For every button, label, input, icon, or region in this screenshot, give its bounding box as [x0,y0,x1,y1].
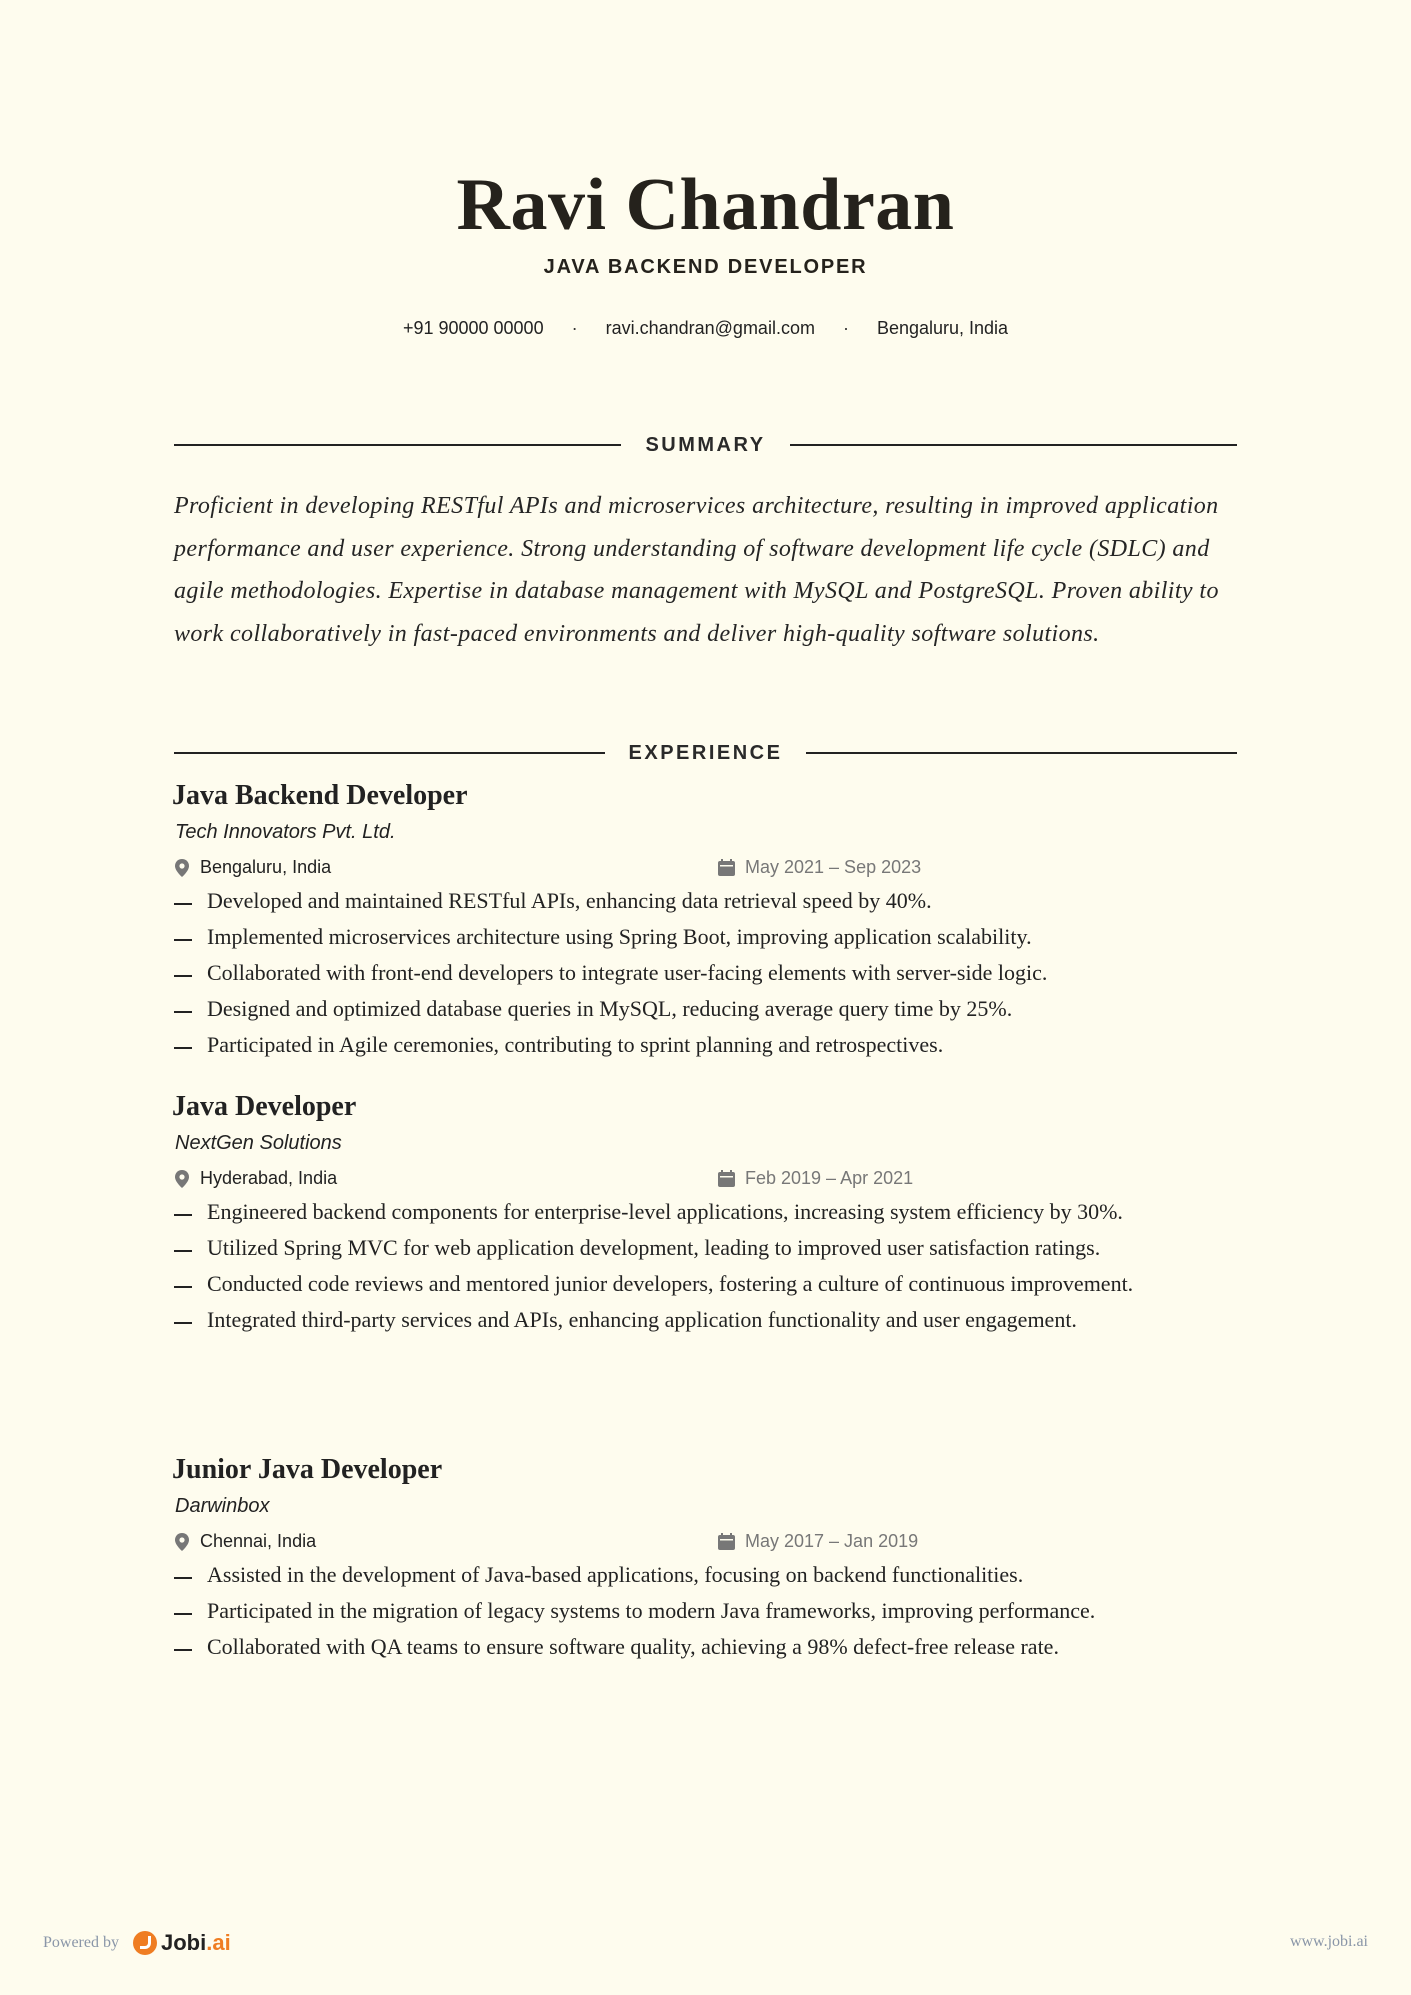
job-title: Java Developer [172,1091,357,1122]
bullet-item [172,1597,1247,1625]
job-bullets [172,887,1247,1059]
job-dates [718,1168,913,1189]
job-dates [718,1531,918,1552]
job-bullets [172,1561,1247,1661]
dash-icon [174,1011,192,1013]
calendar-icon [718,1170,735,1187]
dash-icon [174,939,192,941]
location-pin-icon [174,1533,190,1551]
job-location-text: Chennai, India [200,1531,317,1551]
bullet-item [172,923,1247,951]
bullet-item [172,1198,1247,1226]
divider [174,752,605,754]
bullet-text: Designed and optimized database queries in MySQL, reducing average query time by 25%. [207,996,1013,1021]
job-entry [172,1089,1247,1342]
job-dates-text: May 2021 – Sep 2023 [745,857,922,877]
powered-by-label: Powered by [43,1934,119,1951]
bullet-text: Engineered backend components for enterprise-level applications, increasing system efficiency by 30%. [207,1199,1123,1224]
bullet-text: Participated in the migration of legacy systems to modern Java frameworks, improving performance. [207,1598,1096,1623]
contact-separator: · [842,318,849,338]
email-address[interactable]: ravi.chandran@gmail.com [605,318,815,338]
candidate-name: Ravi Chandran [456,164,955,246]
job-entry [172,778,1247,1067]
bullet-text: Integrated third-party services and APIs, enhancing application functionality and user engagement. [207,1307,1077,1332]
contact-line [0,318,1411,339]
summary-heading: SUMMARY [645,433,766,456]
divider [174,444,621,446]
dash-icon [174,1649,192,1651]
footer-website-link[interactable]: www.jobi.ai [1289,1933,1368,1950]
jobi-logo[interactable] [133,1930,231,1956]
job-location-text: Bengaluru, India [200,857,332,877]
contact-separator: · [571,318,578,338]
job-dates-text: Feb 2019 – Apr 2021 [745,1168,914,1188]
dash-icon [174,1250,192,1252]
bullet-item [172,1031,1247,1059]
dash-icon [174,903,192,905]
bullet-text: Assisted in the development of Java-based applications, focusing on backend functionalities. [207,1562,1024,1587]
divider [806,752,1237,754]
bullet-item [172,887,1247,915]
jobi-brand-suffix: .ai [206,1930,231,1955]
footer-branding [43,1930,231,1956]
calendar-icon [718,859,735,876]
dash-icon [174,1047,192,1049]
job-title: Java Backend Developer [172,780,468,811]
company-name: Darwinbox [175,1495,270,1517]
phone-number[interactable]: +91 90000 00000 [402,318,544,338]
job-dates-text: May 2017 – Jan 2019 [745,1531,919,1551]
bullet-item [172,1270,1247,1298]
job-dates [718,857,921,878]
experience-section-header [174,738,1237,768]
bullet-text: Participated in Agile ceremonies, contributing to sprint planning and retrospectives. [207,1032,944,1057]
bullet-text: Implemented microservices architecture using Spring Boot, improving application scalability. [207,924,1032,949]
bullet-item [172,959,1247,987]
dash-icon [174,1322,192,1324]
bullet-item [172,1306,1247,1334]
bullet-item [172,1234,1247,1262]
bullet-item [172,1561,1247,1589]
bullet-text: Collaborated with front-end developers to integrate user-facing elements with server-side logic. [207,960,1048,985]
company-name: NextGen Solutions [175,1132,342,1154]
location-pin-icon [174,1170,190,1188]
jobi-logo-icon [133,1931,157,1955]
job-entry [172,1452,1247,1669]
job-title: Junior Java Developer [172,1454,443,1485]
job-meta [172,1166,1247,1194]
job-meta [172,1529,1247,1557]
summary-section-header [174,430,1237,460]
candidate-title: JAVA BACKEND DEVELOPER [543,256,868,278]
dash-icon [174,975,192,977]
divider [790,444,1237,446]
job-location [174,1531,316,1552]
dash-icon [174,1286,192,1288]
contact-location: Bengaluru, India [876,318,1009,338]
location-pin-icon [174,859,190,877]
company-name: Tech Innovators Pvt. Ltd. [175,821,396,843]
calendar-icon [718,1533,735,1550]
job-location-text: Hyderabad, India [200,1168,338,1188]
dash-icon [174,1214,192,1216]
job-location [174,1168,337,1189]
bullet-text: Conducted code reviews and mentored junior developers, fostering a culture of continuous improvement. [207,1271,1134,1296]
job-location [174,857,331,878]
bullet-item [172,995,1247,1023]
bullet-text: Collaborated with QA teams to ensure software quality, achieving a 98% defect-free release rate. [207,1634,1059,1659]
job-bullets [172,1198,1247,1334]
dash-icon [174,1613,192,1615]
summary-text: Proficient in developing RESTful APIs and microservices architecture, resulting in improved application performance and user experience. Strong understanding of software development life cycle (SDLC) and agile methodologies. Expertise in database management with MySQL and PostgreSQL. Proven ability to work collaboratively in fast-paced environments and deliver high-quality software solutions. [174,493,1219,647]
jobi-brand-main: Jobi [160,1930,207,1955]
dash-icon [174,1577,192,1579]
job-meta [172,855,1247,883]
bullet-text: Utilized Spring MVC for web application development, leading to improved user satisfaction ratings. [207,1235,1101,1260]
bullet-item [172,1633,1247,1661]
experience-heading: EXPERIENCE [628,741,783,764]
bullet-text: Developed and maintained RESTful APIs, enhancing data retrieval speed by 40%. [207,888,932,913]
